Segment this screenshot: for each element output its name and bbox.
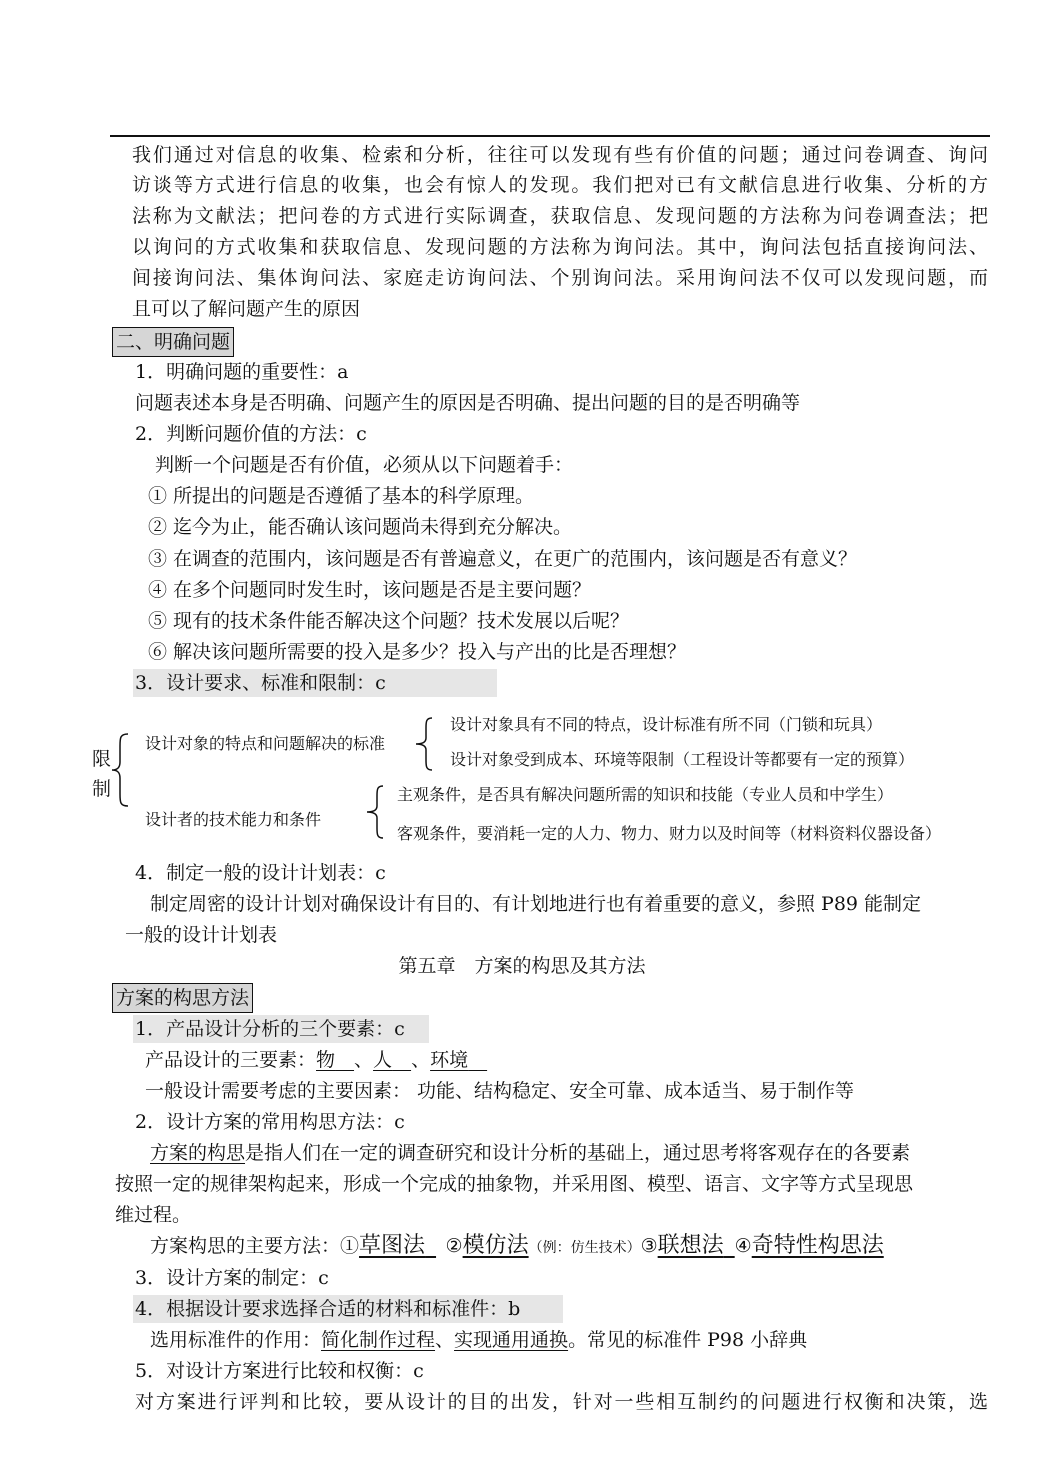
- elements-label: 产品设计的三要素：: [145, 1049, 317, 1071]
- list-item: ③ 在调查的范围内，该问题是否有普遍意义，在更广的范围内，该问题是否有意义？: [148, 548, 858, 570]
- item-text: 判断一个问题是否有价值，必须从以下问题着手：: [155, 454, 574, 476]
- chapter-title: 第五章 方案的构思及其方法: [398, 955, 646, 977]
- method-novelty: 奇特性构思法: [751, 1233, 884, 1258]
- intro-line: 以询问的方式收集和获取信息、发现问题的方法称为询问法。其中，询问法包括直接询问法、: [132, 236, 988, 258]
- method-note: （例：仿生技术）: [528, 1240, 641, 1256]
- diagram-root-char: 限: [92, 748, 112, 770]
- underlined-phrase: 实现通用通换: [454, 1329, 569, 1351]
- item-title: 4．根据设计要求选择合适的材料和标准件：b: [135, 1298, 521, 1320]
- item-title: 2．设计方案的常用构思方法：c: [135, 1111, 405, 1133]
- item-text: 对方案进行评判和比较，要从设计的目的出发，针对一些相互制约的问题进行权衡和决策，选: [135, 1391, 988, 1413]
- element-object: 物: [316, 1049, 336, 1071]
- item-text: 问题表述本身是否明确、问题产生的原因是否明确、提出问题的目的是否明确等: [135, 392, 801, 414]
- element-environment: 环境: [430, 1049, 469, 1071]
- section-heading: 方案的构思方法: [112, 983, 253, 1013]
- list-item: ⑥ 解决该问题所需要的投入是多少？投入与产出的比是否理想？: [148, 641, 687, 663]
- method-association: 联想法: [657, 1233, 724, 1258]
- intro-line: 间接询问法、集体询问法、家庭走访询问法、个别询问法。采用询问法不仅可以发现问题，而: [132, 267, 988, 289]
- list-item: ④ 在多个问题同时发生时，该问题是否是主要问题？: [148, 579, 592, 601]
- diagram-root-char: 制: [92, 778, 112, 800]
- term-underlined: 方案的构思: [150, 1142, 246, 1164]
- item-title: 2．判断问题价值的方法：c: [135, 423, 367, 445]
- item-text: 选用标准件的作用：简化制作过程、实现通用通换。常见的标准件 P98 小辞典: [150, 1329, 808, 1351]
- item-title: 1．产品设计分析的三个要素：c: [135, 1018, 405, 1040]
- list-item: ① 所提出的问题是否遵循了基本的科学原理。: [148, 485, 535, 507]
- branch-brace-icon: [365, 784, 385, 840]
- item-title: 3．设计要求、标准和限制：c: [135, 672, 386, 694]
- item-title: 4．制定一般的设计计划表：c: [135, 862, 386, 884]
- item-title: 1．明确问题的重要性：a: [135, 361, 349, 383]
- item-text: 一般设计需要考虑的主要因素： 功能、结构稳定、安全可靠、成本适当、易于制作等: [145, 1080, 855, 1102]
- method-sketch: 草图法: [359, 1233, 426, 1258]
- underlined-phrase: 简化制作过程: [321, 1329, 436, 1351]
- list-item: ⑤ 现有的技术条件能否解决这个问题？技术发展以后呢？: [148, 610, 630, 632]
- method-imitation: 模仿法: [462, 1233, 529, 1258]
- header-rule: [110, 135, 990, 137]
- root-brace-icon: [110, 732, 130, 808]
- diagram-leaf: 设计对象具有不同的特点，设计标准有所不同（门锁和玩具）: [450, 715, 883, 734]
- item-text: 制定周密的设计计划对确保设计有目的、有计划地进行也有着重要的意义，参照 P89 能制定: [150, 893, 922, 915]
- item-title: 3．设计方案的制定：c: [135, 1267, 329, 1289]
- diagram-leaf: 设计对象受到成本、环境等限制（工程设计等都要有一定的预算）: [450, 750, 915, 769]
- intro-line: 访谈等方式进行信息的收集，也会有惊人的发现。我们把对已有文献信息进行收集、分析的方: [132, 174, 988, 196]
- diagram-leaf: 主观条件，是否具有解决问题所需的知识和技能（专业人员和中学生）: [397, 785, 894, 804]
- element-person: 人: [373, 1049, 393, 1071]
- item-text: 维过程。: [115, 1204, 192, 1226]
- item-text: 按照一定的规律架构起来，形成一个完成的抽象物，并采用图、模型、语言、文字等方式呈现思: [115, 1173, 914, 1195]
- diagram-branch: 设计者的技术能力和条件: [145, 810, 322, 829]
- intro-line: 我们通过对信息的收集、检索和分析，往往可以发现有些有价值的问题；通过问卷调查、询问: [132, 144, 988, 166]
- intro-line: 且可以了解问题产生的原因: [132, 298, 361, 320]
- item-text: 方案的构思是指人们在一定的调查研究和设计分析的基础上，通过思考将客观存在的各要素: [150, 1142, 911, 1164]
- branch-brace-icon: [414, 716, 434, 772]
- list-item: ② 迄今为止，能否确认该问题尚未得到充分解决。: [148, 516, 573, 538]
- item-text: 一般的设计计划表: [125, 924, 278, 946]
- methods-line: 方案构思的主要方法：①草图法 ②模仿法（例：仿生技术）③联想法 ④奇特性构思法: [150, 1233, 884, 1258]
- section-heading: 二、明确问题: [112, 327, 234, 357]
- intro-line: 法称为文献法；把问卷的方式进行实际调查，获取信息、发现问题的方法称为问卷调查法；把: [132, 205, 988, 227]
- design-elements-line: 产品设计的三要素：物 、人 、环境: [145, 1046, 487, 1074]
- diagram-leaf: 客观条件，要消耗一定的人力、物力、财力以及时间等（材料资料仪器设备）: [397, 824, 942, 843]
- item-title: 5．对设计方案进行比较和权衡：c: [135, 1360, 424, 1382]
- diagram-branch: 设计对象的特点和问题解决的标准: [145, 734, 386, 753]
